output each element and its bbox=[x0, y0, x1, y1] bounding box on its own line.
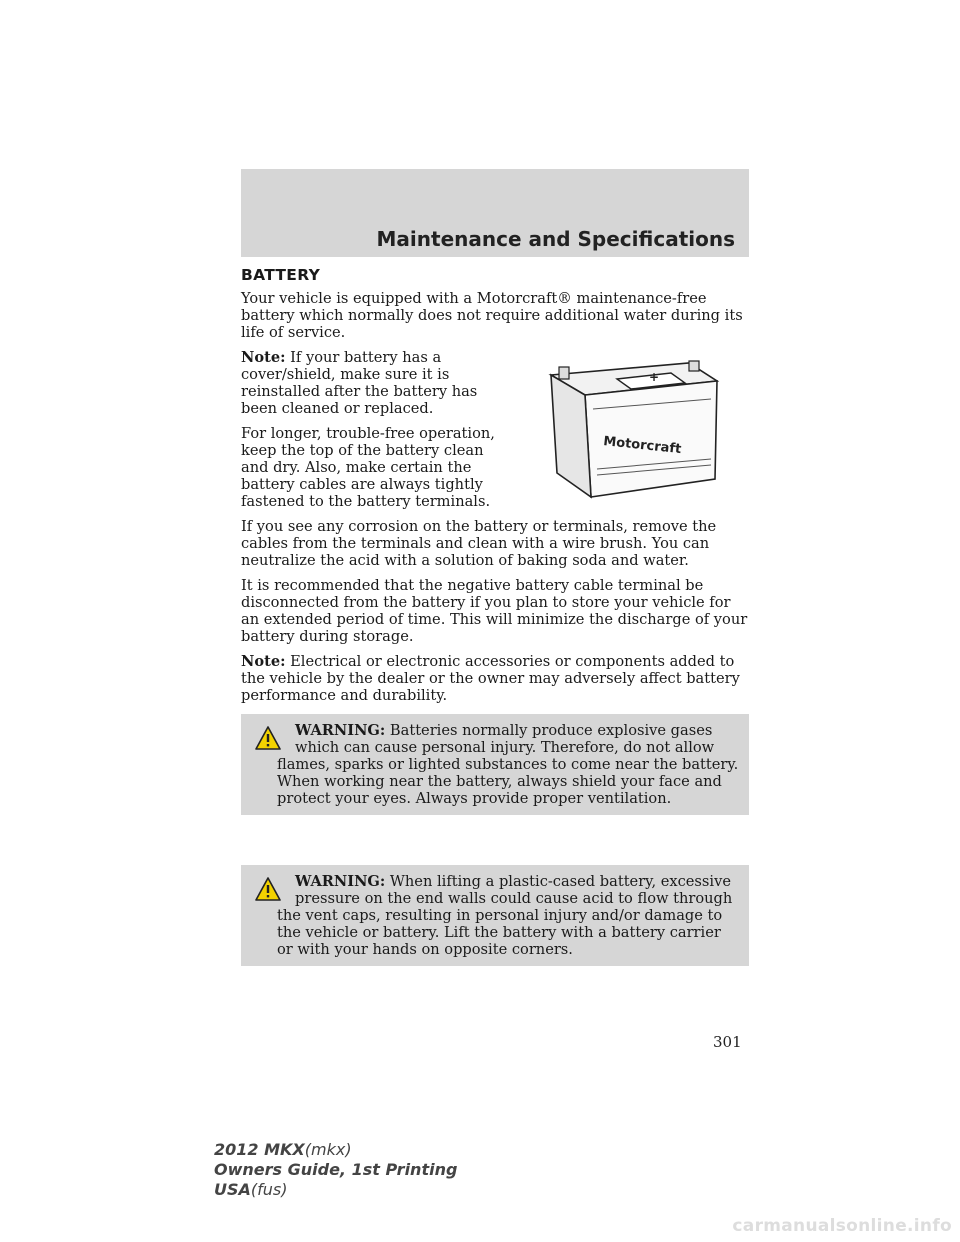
page-content bbox=[241, 266, 749, 966]
warning-triangle-icon bbox=[255, 877, 281, 901]
paragraph-disconnect: It is recommended that the negative battery cable terminal be disconnected from the battery if you plan to store your vehicle for an extended period of time. This will minimize the discharge of your battery during storage. bbox=[241, 577, 748, 645]
terminal-plus-label: + bbox=[649, 370, 660, 384]
section-heading: BATTERY bbox=[241, 266, 321, 284]
warning-triangle-icon bbox=[255, 726, 281, 750]
section-header-band bbox=[241, 169, 749, 257]
warning-text: When lifting a plastic-cased battery, excessive pressure on the end walls could cause acid to flow through the vent caps, resulting in personal injury and/or damage to the vehicle or battery. Lift the battery with a battery carrier or with your hands on opposite corners. bbox=[277, 873, 733, 958]
warning-label: WARNING: bbox=[295, 873, 386, 890]
intro-paragraph: Your vehicle is equipped with a Motorcraft® maintenance-free battery which normally does not require additional water during its life of service. bbox=[241, 290, 743, 341]
watermark: carmanualsonline.info bbox=[732, 1216, 952, 1236]
paragraph-longer-operation: For longer, trouble-free operation, keep the top of the battery clean and dry. Also, make certain the battery cables are always tightly fastened to the battery terminals. bbox=[241, 425, 495, 510]
warning-text: Batteries normally produce explosive gases which can cause personal injury. Therefore, do not allow flames, sparks or lighted substances to come near the battery. When working near the battery, always shield your face and protect your eyes. Always provide proper ventilation. bbox=[277, 722, 739, 807]
warning-box bbox=[241, 714, 749, 815]
brand-label: Motorcraft bbox=[602, 434, 682, 458]
warning-label: WARNING: bbox=[295, 722, 386, 739]
page-number: 301 bbox=[713, 1033, 742, 1051]
paragraph-corrosion: If you see any corrosion on the battery or terminals, remove the cables from the terminals and clean with a wire brush. You can neutralize the acid with a solution of baking soda and water. bbox=[241, 518, 717, 569]
battery-illustration bbox=[521, 351, 721, 501]
note-accessories: Note: Electrical or electronic accessories or components added to the vehicle by the dealer or the owner may adversely affect battery performance and durability. bbox=[241, 653, 740, 704]
warning-box bbox=[241, 865, 749, 966]
section-title: Maintenance and Specifications bbox=[376, 227, 735, 251]
print-footer: 2012 MKX(mkx) Owners Guide, 1st Printing USA(fus) bbox=[214, 1140, 458, 1199]
note-cover-shield: Note: If your battery has a cover/shield, make sure it is reinstalled after the battery has been cleaned or replaced. bbox=[241, 349, 478, 417]
